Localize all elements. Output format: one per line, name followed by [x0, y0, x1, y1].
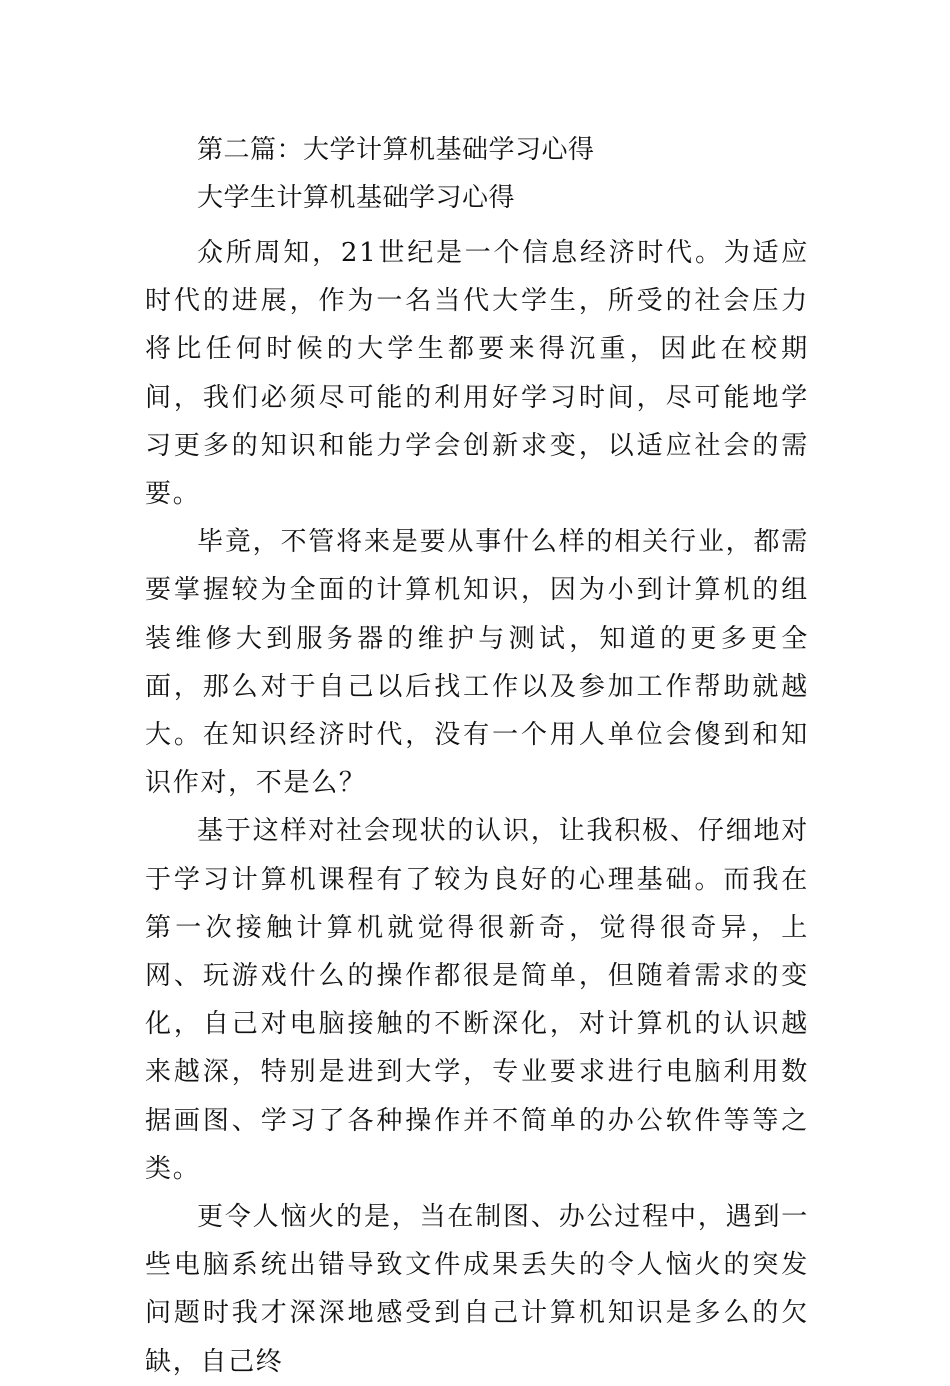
paragraph-2: 毕竟，不管将来是要从事什么样的相关行业，都需要掌握较为全面的计算机知识，因为小到计算机的组装维修大到服务器的维护与测试，知道的更多更全面，那么对于自己以后找工作以及参加工作帮助就越大。在知识经济时代，没有一个用人单位会傻到和知识作对，不是么？ [145, 527, 809, 799]
document-subtitle: 大学生计算机基础学习心得 [197, 183, 516, 213]
document-title: 第二篇：大学计算机基础学习心得 [197, 135, 595, 165]
paragraph-4: 更令人恼火的是，当在制图、办公过程中，遇到一些电脑系统出错导致文件成果丢失的令人恼火的突发问题时我才深深地感受到自己计算机知识是多么的欠缺，自己终 [145, 1202, 809, 1377]
paragraph-3: 基于这样对社会现状的认识，让我积极、仔细地对于学习计算机课程有了较为良好的心理基础。而我在第一次接触计算机就觉得很新奇，觉得很奇异，上网、玩游戏什么的操作都很是简单，但随着需求的变化，自己对电脑接触的不断深化，对计算机的认识越来越深，特别是进到大学，专业要求进行电脑利用数据画图、学习了各种操作并不简单的办公软件等等之类。 [145, 816, 809, 1184]
document-body [145, 229, 809, 1386]
paragraph-1: 众所周知，21世纪是一个信息经济时代。为适应时代的进展，作为一名当代大学生，所受的社会压力将比任何时候的大学生都要来得沉重，因此在校期间，我们必须尽可能的利用好学习时间，尽可能地学习更多的知识和能力学会创新求变，以适应社会的需要。 [145, 238, 809, 510]
